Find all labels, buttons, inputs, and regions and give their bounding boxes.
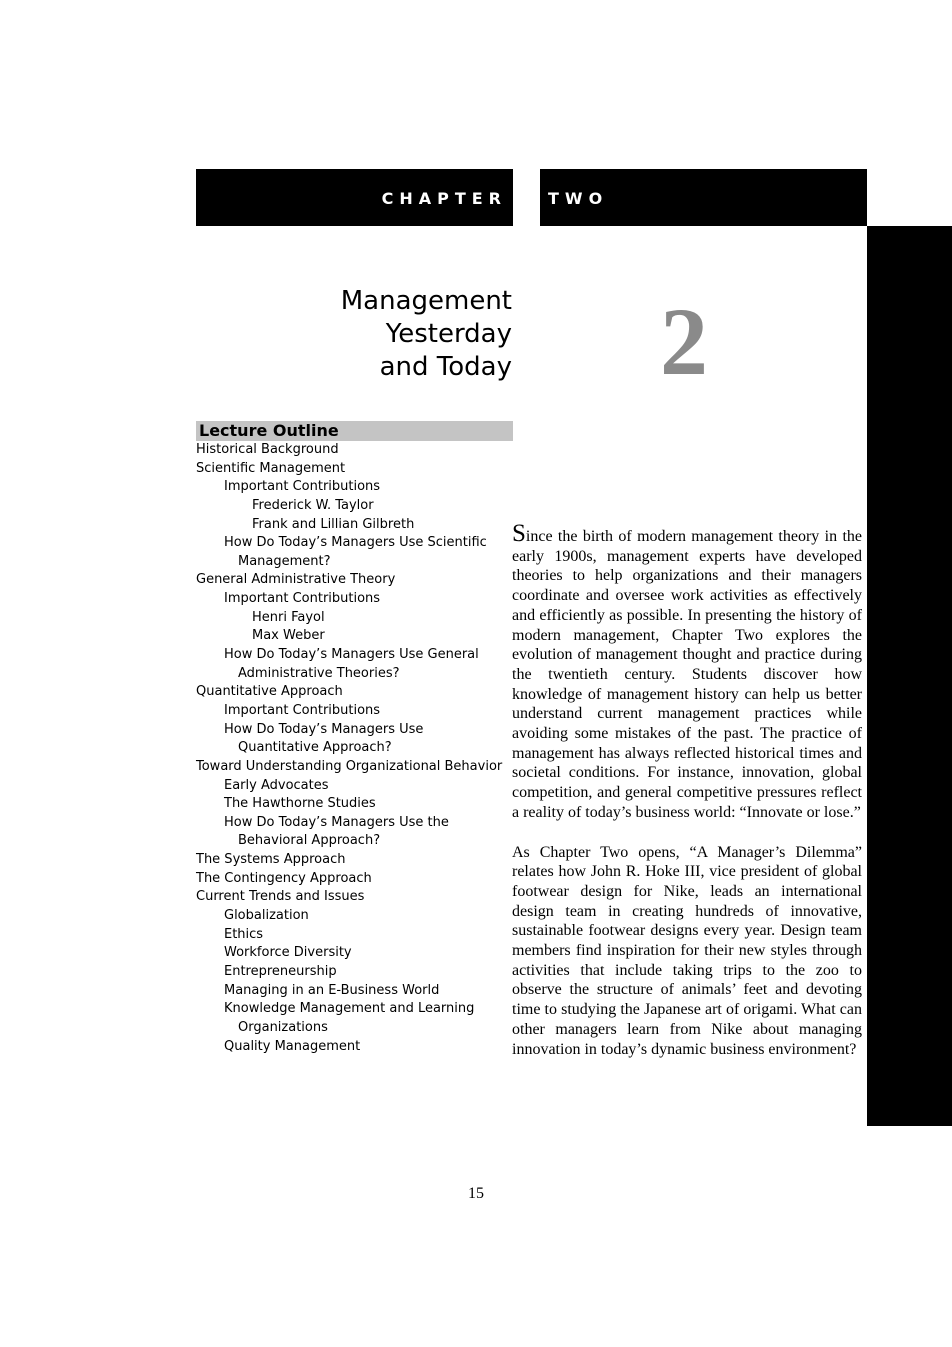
chapter-title-line: and Today xyxy=(379,352,512,382)
chapter-title-line: Yesterday xyxy=(385,319,512,349)
chapter-label: CHAPTER xyxy=(381,189,507,208)
outline-item: Quantitative Approach xyxy=(196,684,343,700)
dilemma-paragraph: As Chapter Two opens, “A Manager’s Dilemma” relates how John R. Hoke III, vice president of global footwear design for Nike, leads an international design team in creating hundreds of innovative, sustainable footwear designs every year. Design team members find inspiration for their new styles through activities that include taking trips to the zoo to observe the structure of animals’ feet and devoting time to studying the Japanese art of origami. What can other managers learn from Nike about managing innovation in today’s dynamic business environment? xyxy=(512,843,862,1058)
outline-item: Important Contributions xyxy=(224,591,381,607)
chapter-intro xyxy=(512,520,862,1059)
outline-heading-text: Lecture Outline xyxy=(199,421,339,440)
outline-item: Administrative Theories? xyxy=(238,665,400,681)
outline-item: Managing in an E-Business World xyxy=(224,982,440,998)
chapter-title xyxy=(280,285,512,384)
lecture-outline xyxy=(196,441,516,1056)
outline-item: Workforce Diversity xyxy=(224,945,352,961)
chapter-number-word-bar xyxy=(540,169,867,226)
outline-item: Henri Fayol xyxy=(252,609,325,625)
outline-item: Scientific Management xyxy=(196,460,346,476)
outline-item: Frederick W. Taylor xyxy=(252,497,374,513)
outline-item: Historical Background xyxy=(196,442,339,457)
outline-item: How Do Today’s Managers Use Scientific xyxy=(224,535,487,551)
intro-paragraph xyxy=(512,520,862,823)
intro-paragraph-text: ince the birth of modern management theory in the early 1900s, management experts have developed theories to help organizations and their managers coordinate and oversee work activities as effectively and efficiently as possible. In presenting the history of modern management, Chapter Two explores the evolution of management thought and practice during the twentieth century. Students discover how knowledge of management history can help us better understand current management practices while avoiding some mistakes of the past. The practice of management has always reflected historical times and societal conditions. For instance, innovation, global competition, and general competitive pressures reflect a reality of today’s business world: “Innovate or lose.” xyxy=(512,528,862,821)
margin-black-block xyxy=(867,226,952,1126)
outline-item: Quantitative Approach? xyxy=(238,740,392,756)
outline-item: Knowledge Management and Learning xyxy=(224,1001,475,1017)
outline-item: Current Trends and Issues xyxy=(196,889,365,905)
outline-item: Entrepreneurship xyxy=(224,963,337,979)
outline-heading xyxy=(196,421,513,441)
outline-item: Behavioral Approach? xyxy=(238,833,381,849)
outline-item: Max Weber xyxy=(252,628,325,644)
outline-item: Management? xyxy=(238,553,331,569)
drop-cap: S xyxy=(512,520,526,547)
outline-item: Important Contributions xyxy=(224,479,381,495)
outline-item: How Do Today’s Managers Use General xyxy=(224,647,479,663)
outline-item: General Administrative Theory xyxy=(196,572,396,588)
chapter-number: 2 xyxy=(660,288,708,395)
outline-item: Organizations xyxy=(238,1019,328,1035)
outline-item: The Contingency Approach xyxy=(196,870,372,886)
outline-item: Frank and Lillian Gilbreth xyxy=(252,516,415,532)
outline-item: How Do Today’s Managers Use xyxy=(224,721,424,737)
chapter-number-word: TWO xyxy=(548,189,609,208)
page-number: 15 xyxy=(468,1185,484,1202)
chapter-title-line: Management xyxy=(340,286,512,316)
outline-item: The Hawthorne Studies xyxy=(224,796,376,812)
chapter-label-bar xyxy=(196,169,513,226)
outline-item: Globalization xyxy=(224,908,309,924)
outline-item: Early Advocates xyxy=(224,777,329,793)
outline-item: Toward Understanding Organizational Behavior xyxy=(196,758,503,774)
outline-item: How Do Today’s Managers Use the xyxy=(224,814,449,830)
outline-item: Quality Management xyxy=(224,1038,361,1054)
outline-item: Important Contributions xyxy=(224,702,381,718)
outline-item: The Systems Approach xyxy=(196,852,346,868)
outline-item: Ethics xyxy=(224,926,264,942)
